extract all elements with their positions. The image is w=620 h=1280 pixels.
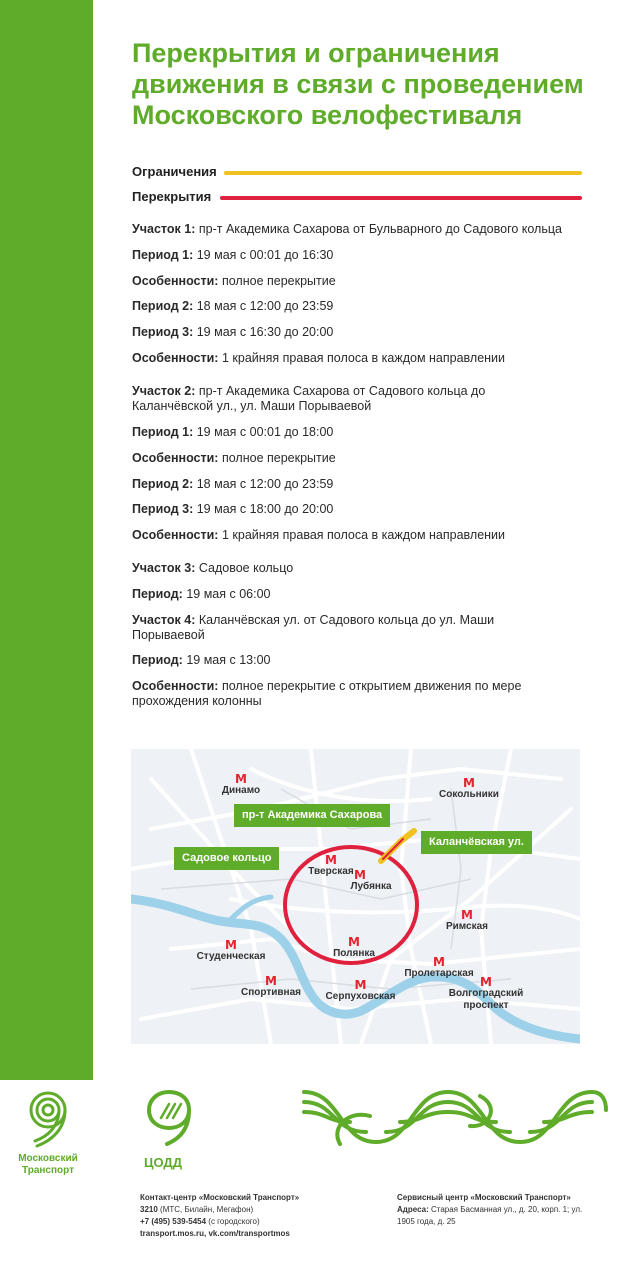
info-line [132,653,592,668]
contact-phone-note: (с городского) [208,1217,260,1226]
station-volgogradsky [436,976,536,1012]
info-line [132,248,592,263]
metro-icon: М [235,772,247,786]
info-text: 19 мая с 00:01 до 18:00 [196,425,334,439]
route-map [131,749,580,1044]
metro-icon: М [433,955,445,969]
metro-icon: М [225,938,237,952]
station-label: Волгоградский проспект [448,988,524,1011]
codd-logo [140,1088,200,1170]
info-text: 19 мая с 18:00 до 20:00 [196,502,334,516]
info-label: Период: [132,587,183,601]
info-text: 18 мая с 12:00 до 23:59 [196,477,334,491]
info-line [132,477,592,492]
info-label: Участок 4: [132,613,196,627]
contact-short-note: (МТС, Билайн, Мегафон) [160,1205,254,1214]
info-text: 19 мая с 06:00 [186,587,271,601]
station-label: Спортивная [241,987,301,998]
decorative-wave-pattern [300,1086,610,1150]
tag-sadovoe: Садовое кольцо [174,847,279,870]
station-serpukhovskaya [313,979,408,1003]
station-sokolniki [429,777,509,801]
legend-closures-line [220,196,582,200]
station-label: Студенческая [196,951,266,962]
info-text: 1 крайняя правая полоса в каждом направлении [221,528,506,542]
station-label: Лубянка [350,881,392,892]
info-label: Период 3: [132,502,194,516]
contact-title: Контакт-центр «Московский Транспорт» [140,1193,300,1202]
info-label: Особенности: [132,451,219,465]
station-polyanka [319,936,389,960]
info-text: 19 мая с 00:01 до 16:30 [196,248,334,262]
metro-icon: М [480,975,492,989]
info-label: Период 1: [132,248,194,262]
info-text: 19 мая с 16:30 до 20:00 [196,325,334,339]
info-text: пр-т Академика Сахарова от Бульварного до Садового кольца [198,222,562,236]
info-line [132,451,592,466]
station-label: Римская [445,921,489,932]
codd-logo-icon [145,1088,195,1146]
metro-icon: М [265,974,277,988]
info-line [132,561,592,576]
info-label: Участок 3: [132,561,196,575]
page-title: Перекрытия и ограничения движения в связи с проведением Московского велофестиваля [132,38,584,130]
metro-icon: М [325,853,337,867]
station-label: Пролетарская [404,968,474,979]
info-line [132,528,592,543]
station-label: Сокольники [439,789,499,800]
info-label: Участок 2: [132,384,196,398]
contact-center-block [140,1192,370,1240]
info-line [132,325,592,340]
station-rimskaya [437,909,497,933]
info-text: полное перекрытие [221,451,336,465]
service-title: Сервисный центр «Московский Транспорт» [397,1193,571,1202]
service-address: Старая Басманная ул., д. 20, корп. 1; ул. 1905 года, д. 25 [397,1205,583,1226]
info-label: Особенности: [132,528,219,542]
info-label: Особенности: [132,274,219,288]
codd-logo-text: ЦОДД [144,1155,182,1170]
station-label: Полянка [333,948,375,959]
info-line [132,222,592,237]
station-studencheskaya [186,939,276,963]
metro-icon: М [463,776,475,790]
station-label: Динамо [221,785,261,796]
legend-closures [132,187,582,207]
info-text: Каланчёвская ул. от Садового кольца до ул. Маши Порываевой [132,613,495,642]
info-text: пр-т Академика Сахарова от Садового кольца до Каланчёвской ул., ул. Маши Порываевой [132,384,486,413]
info-label: Период 3: [132,325,194,339]
legend-restrictions [132,162,582,182]
info-text: полное перекрытие с открытием движения по мере прохождения колонны [132,679,522,708]
info-label: Участок 1: [132,222,196,236]
info-label: Особенности: [132,679,219,693]
info-label: Период 1: [132,425,194,439]
metro-icon: М [461,908,473,922]
contact-phone[interactable]: +7 (495) 539-5454 [140,1217,207,1226]
info-line [132,299,592,314]
station-lubyanka [336,869,406,893]
contact-short-number: 3210 [140,1205,158,1214]
legend-closures-label: Перекрытия [132,189,212,204]
info-label: Период 2: [132,477,194,491]
station-dinamo [211,773,271,797]
info-label: Особенности: [132,351,219,365]
info-line [132,502,592,517]
info-text: 1 крайняя правая полоса в каждом направлении [221,351,506,365]
mt-logo-icon [23,1090,73,1148]
service-address-label: Адреса: [397,1205,429,1214]
service-center-block [397,1192,587,1228]
side-accent-bar [0,0,93,1080]
station-label: Тверская [308,866,354,877]
station-sportivnaya [231,975,311,999]
metro-icon: М [348,935,360,949]
info-line [132,274,592,289]
tag-kalanchevskaya: Каланчёвская ул. [421,831,532,854]
metro-icon: М [354,868,366,882]
info-label: Период 2: [132,299,194,313]
metro-icon: М [354,978,367,992]
info-line [132,613,522,643]
info-text: полное перекрытие [221,274,336,288]
legend-restrictions-label: Ограничения [132,164,217,179]
info-line [132,384,512,414]
mt-logo-text: Московский Транспорт [18,1153,78,1176]
info-text: 18 мая с 12:00 до 23:59 [196,299,334,313]
info-line [132,587,592,602]
info-text: Садовое кольцо [198,561,294,575]
contact-web-links[interactable]: transport.mos.ru, vk.com/transportmos [140,1229,290,1238]
moscow-transport-logo [8,1090,88,1177]
info-line [132,425,592,440]
tag-sakharova: пр-т Академика Сахарова [234,804,390,827]
info-line [132,679,542,709]
info-line [132,351,592,366]
legend-restrictions-line [224,171,582,175]
info-text: 19 мая с 13:00 [186,653,271,667]
info-label: Период: [132,653,183,667]
station-label: Серпуховская [325,991,396,1002]
